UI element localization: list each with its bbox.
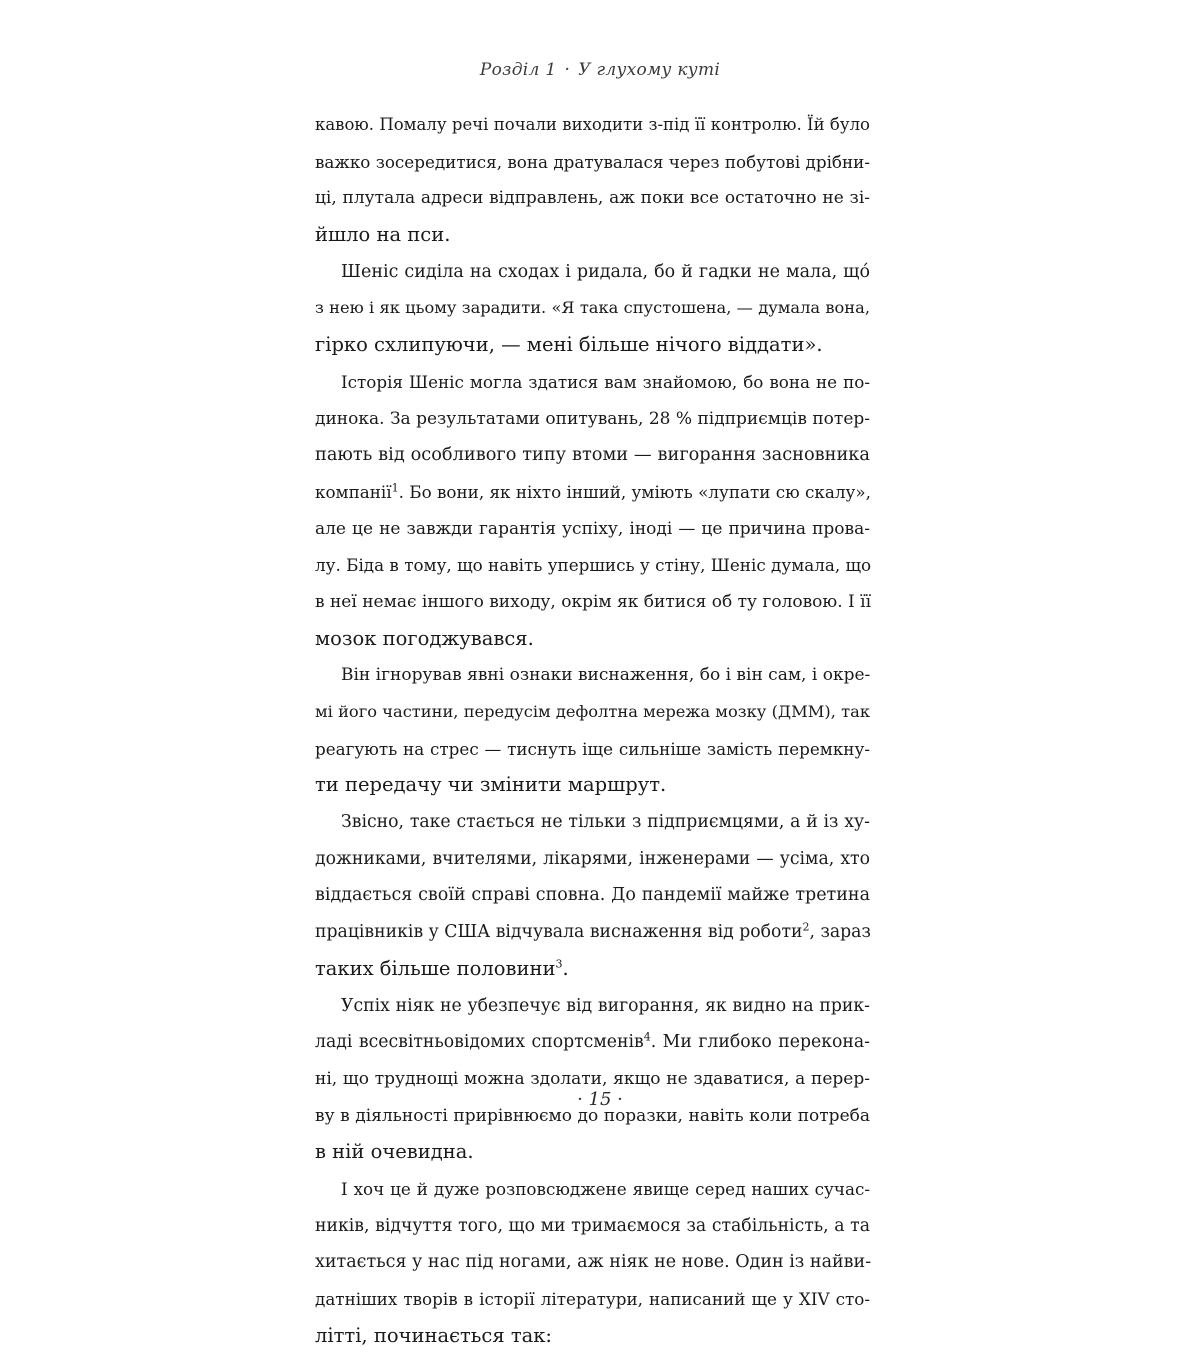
page-number: · 15 · bbox=[577, 1089, 623, 1110]
text-line bbox=[315, 364, 870, 401]
text-line-content: динока. За результатами опитувань, 28 % підприємців потер- bbox=[315, 408, 870, 429]
text-line-content: компанії bbox=[315, 481, 392, 502]
text-line bbox=[315, 1171, 870, 1208]
text-line bbox=[315, 144, 870, 181]
text-line bbox=[315, 731, 870, 768]
text-line-continuation: , зараз bbox=[809, 922, 871, 943]
text-line-content: ні, що труднощі можна здолати, якщо не здаватися, а перер- bbox=[315, 1068, 870, 1089]
text-line-content: йшло на пси. bbox=[315, 223, 451, 247]
running-head bbox=[0, 60, 1200, 80]
text-line-content: датніших творів в історії літератури, написаний ще у XIV сто- bbox=[315, 1289, 870, 1309]
text-line-continuation: . Ми глибоко переконa- bbox=[650, 1032, 870, 1053]
text-line bbox=[315, 290, 870, 327]
footnote-marker: 1 bbox=[391, 481, 399, 495]
text-line bbox=[315, 511, 870, 548]
text-line bbox=[315, 584, 870, 621]
text-line bbox=[315, 327, 870, 364]
running-head-separator: · bbox=[564, 60, 571, 80]
footnote-marker: 3 bbox=[555, 957, 563, 971]
text-line-continuation: . bbox=[562, 956, 569, 980]
text-line-content: мі його частини, передусім дефолтна мережа мозку (ДММ), так bbox=[315, 702, 870, 721]
text-line bbox=[315, 1134, 870, 1171]
text-line bbox=[315, 804, 870, 841]
text-line-content: Успіх ніяк не убезпечує від вигорання, як видно на прик- bbox=[341, 995, 870, 1016]
text-line bbox=[315, 657, 870, 694]
text-line bbox=[315, 180, 870, 217]
text-line bbox=[315, 1318, 870, 1354]
text-line bbox=[315, 914, 870, 951]
text-line bbox=[315, 1208, 870, 1245]
text-line-content: ладі всесвітньовідомих спортсменів bbox=[315, 1032, 644, 1053]
text-line bbox=[315, 988, 870, 1025]
body-text bbox=[315, 107, 870, 1354]
text-line bbox=[315, 877, 870, 914]
text-line bbox=[315, 767, 870, 804]
text-line-content: але це не завжди гарантія успіху, іноді — це причина прова- bbox=[315, 518, 870, 539]
text-line-content: мозок погоджувався. bbox=[315, 626, 534, 650]
text-line-content: літті, починається так: bbox=[315, 1323, 552, 1347]
text-line-content: кавою. Помалу речі почали виходити з-під її контролю. Їй було bbox=[315, 115, 870, 134]
text-line bbox=[315, 1024, 870, 1061]
footnote-marker: 4 bbox=[643, 1030, 651, 1044]
text-line-content: ти передачу чи змінити маршрут. bbox=[315, 773, 667, 797]
text-line-content: дожниками, вчителями, лікарями, інженерами — усіма, хто bbox=[315, 848, 870, 869]
text-line-content: таких більше половини bbox=[315, 956, 556, 980]
text-line-content: ву в діяльності прирівнюємо до поразки, навіть коли потреба bbox=[315, 1105, 870, 1126]
text-line bbox=[315, 254, 870, 291]
text-line-content: з нею і як цьому зарадити. «Я така спустошена, — думала вона, bbox=[315, 298, 870, 318]
text-line-content: Він ігнорував явні ознаки виснаження, бо і він сам, і окре- bbox=[341, 665, 871, 686]
text-line bbox=[315, 694, 870, 731]
text-line-content: важко зосередитися, вона дратувалася через побутові дрібни- bbox=[315, 151, 870, 172]
text-line-content: віддається своїй справі сповна. До пандемії майже третина bbox=[315, 885, 870, 906]
text-line bbox=[315, 401, 870, 438]
text-line bbox=[315, 1244, 870, 1281]
text-line-content: в ній очевидна. bbox=[315, 1140, 474, 1164]
text-line bbox=[315, 547, 870, 584]
text-line-content: хитається у нас під ногами, аж ніяк не нове. Один із найви- bbox=[315, 1252, 872, 1273]
text-line bbox=[315, 841, 870, 878]
text-line-content: ці, плутала адреси відправлень, аж поки все остаточно не зі- bbox=[315, 188, 870, 209]
text-line-content: гірко схлипуючи, — мені більше нічого віддати». bbox=[315, 333, 823, 357]
text-line-content: реагують на стрес — тиснуть іще сильніше замість перемкну- bbox=[315, 738, 870, 759]
text-line bbox=[315, 217, 870, 254]
text-line-content: в неї немає іншого виходу, окрім як битися об ту головою. І її bbox=[315, 591, 872, 612]
footnote-marker: 2 bbox=[802, 920, 810, 934]
text-line bbox=[315, 621, 870, 658]
text-line bbox=[315, 437, 870, 474]
text-line-content: пають від особливого типу втоми — вигорання засновника bbox=[315, 445, 870, 466]
chapter-label: Розділ 1 bbox=[479, 60, 557, 80]
text-line-continuation: . Бо вони, як ніхто інший, уміють «лупати сю скалу», bbox=[398, 481, 871, 502]
text-line bbox=[315, 107, 870, 144]
text-line-content: ників, відчуття того, що ми тримаємося за стабільність, а та bbox=[315, 1215, 870, 1236]
text-line-content: працівників у США відчувала виснаження від роботи bbox=[315, 922, 803, 943]
text-line bbox=[315, 474, 870, 511]
text-line-content: лу. Біда в тому, що навіть упершись у стіну, Шеніс думала, що bbox=[315, 555, 872, 576]
text-line-content: І хоч це й дуже розповсюджене явище серед наших сучас- bbox=[341, 1178, 870, 1199]
text-line-content: Історія Шеніс могла здатися вам знайомою, бо вона не по- bbox=[341, 371, 870, 392]
text-line bbox=[315, 951, 870, 988]
text-line-content: Звісно, таке стається не тільки з підприємцями, а й із ху- bbox=[341, 812, 870, 833]
chapter-title: У глухому куті bbox=[578, 60, 721, 80]
text-line-content: Шеніс сиділа на сходах і ридала, бо й гадки не мала, щó bbox=[341, 261, 870, 282]
text-line bbox=[315, 1281, 870, 1318]
